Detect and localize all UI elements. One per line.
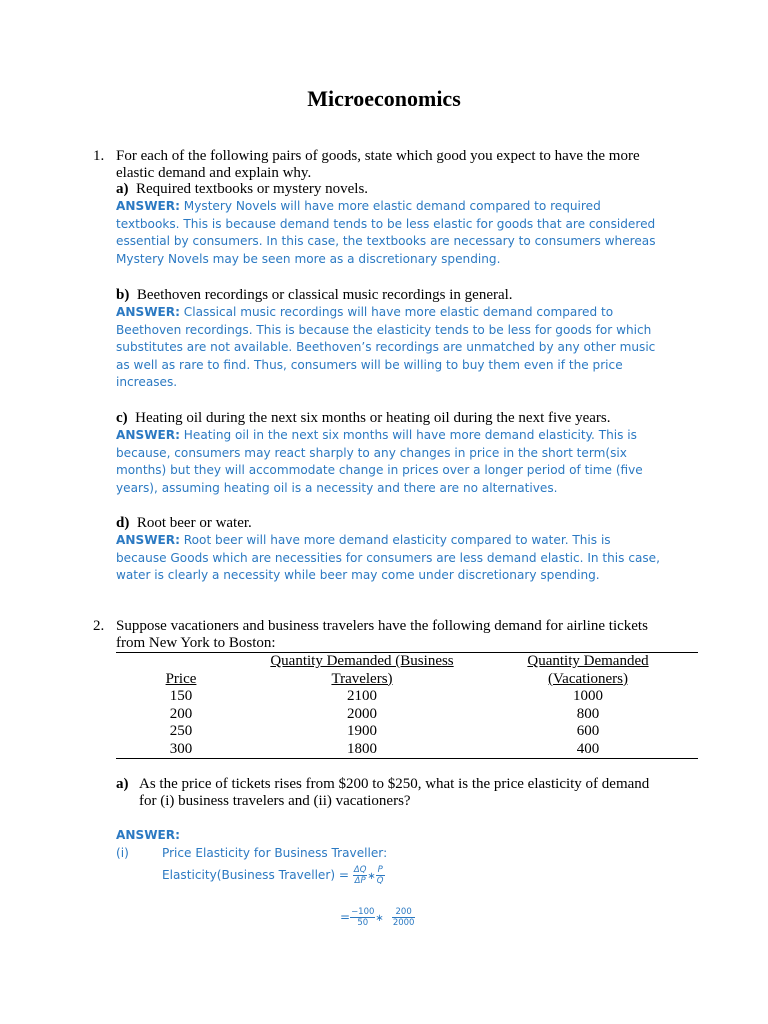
question-2-number: 2. xyxy=(93,618,105,634)
question-2a-letter: a) xyxy=(116,776,129,792)
fraction-dq-dp: $\frac{\Delta Q}{\Delta P}$ xyxy=(353,865,367,886)
question-line: Suppose vacationers and business travelers have the following demand for airline tickets xyxy=(116,618,648,634)
answer-line: because, consumers may react sharply to any changes in price in the short term(six xyxy=(116,445,627,460)
answer-line: ANSWER: Heating oil in the next six months will have more demand elasticity. This is xyxy=(116,428,637,442)
answer-label: ANSWER: xyxy=(116,199,180,213)
question-1c xyxy=(116,410,676,427)
answer-line: textbooks. This is because demand tends to be less elastic for goods that are considered xyxy=(116,216,656,231)
table-cell: 200 xyxy=(169,705,193,722)
table-header-row xyxy=(116,653,698,671)
table-cell: 2100 xyxy=(347,688,377,704)
table-cell: 600 xyxy=(576,723,600,739)
answer-label: ANSWER: xyxy=(116,305,180,319)
answer-line: Beethoven recordings. This is because the elasticity tends to be less for goods for which xyxy=(116,322,652,337)
table-cell: 2000 xyxy=(347,705,377,722)
table-header-cell: Price xyxy=(165,670,197,687)
answer-2a-heading: Price Elasticity for Business Traveller: xyxy=(162,846,388,860)
part-text: Required textbooks or mystery novels. xyxy=(136,181,369,197)
table-header-row xyxy=(116,671,698,689)
table-cell: 1800 xyxy=(246,741,478,759)
multiply-sign: ∗ xyxy=(375,913,384,924)
table-cell: 150 xyxy=(169,688,193,704)
answer-2a-label: ANSWER: xyxy=(116,828,180,842)
answer-line: years), assuming heating oil is a necessity and there are no alternatives. xyxy=(116,480,558,495)
part-letter: b) xyxy=(116,287,130,303)
answer-line: months) but they will accommodate change in prices over a longer period of time (five xyxy=(116,463,643,478)
table-header-cell: Travelers) xyxy=(331,670,393,687)
answer-line: Mystery Novels may be seen more as a discretionary spending. xyxy=(116,251,501,266)
part-letter: c) xyxy=(116,410,128,426)
answer-line: ANSWER: Root beer will have more demand elasticity compared to water. This is xyxy=(116,533,611,547)
answer-line: water is clearly a necessity while beer may come under discretionary spending. xyxy=(116,568,600,583)
question-2a-text xyxy=(139,776,699,810)
question-line: As the price of tickets rises from $200 to $250, what is the price elasticity of demand xyxy=(139,776,650,792)
table-cell: 300 xyxy=(116,741,246,759)
answer-label: ANSWER: xyxy=(116,533,180,547)
table-row xyxy=(116,723,698,741)
question-1b xyxy=(116,287,676,304)
question-1-number: 1. xyxy=(93,148,105,164)
table-header-cell: Quantity Demanded xyxy=(478,653,698,671)
question-2-text xyxy=(116,618,676,652)
table-cell: 250 xyxy=(169,723,193,739)
question-1a xyxy=(116,181,676,198)
answer-line: because Goods which are necessities for consumers are less demand elastic. In this case, xyxy=(116,550,660,565)
part-letter: a) xyxy=(116,181,129,197)
table-header-cell: (Vacationers) xyxy=(548,670,628,687)
question-1d xyxy=(116,515,676,532)
fraction-values-1: $\frac{-100}{50}$ xyxy=(351,907,375,928)
question-line: for (i) business travelers and (ii) vacationers? xyxy=(139,793,411,809)
answer-1d xyxy=(116,532,676,585)
answer-1c xyxy=(116,427,676,497)
question-line: from New York to Boston: xyxy=(116,635,276,651)
question-line: elastic demand and explain why. xyxy=(116,165,312,181)
fraction-values-2: $\frac{200}{2000}$ xyxy=(392,907,415,928)
part-text: Beethoven recordings or classical music recordings in general. xyxy=(136,287,513,303)
table-header-cell xyxy=(116,653,246,671)
multiply-sign: ∗ xyxy=(367,871,376,882)
demand-table xyxy=(116,652,698,759)
part-text: Root beer or water. xyxy=(136,515,252,531)
question-1-text xyxy=(116,148,676,182)
answer-line: essential by consumers. In this case, the textbooks are necessary to consumers whereas xyxy=(116,234,656,249)
elasticity-substitution xyxy=(340,903,415,933)
fraction-p-q: $\frac{P}{Q}$ xyxy=(376,865,384,886)
table-row xyxy=(116,688,698,706)
answer-line: as well as rare to find. Thus, consumers will be willing to buy them even if the price xyxy=(116,357,623,372)
equals-sign: = xyxy=(340,910,351,924)
table-cell: 400 xyxy=(478,741,698,759)
part-text: Heating oil during the next six months or heating oil during the next five years. xyxy=(135,410,611,426)
answer-line: ANSWER: Mystery Novels will have more elastic demand compared to required xyxy=(116,199,601,213)
table-row xyxy=(116,706,698,724)
elasticity-formula xyxy=(162,861,385,891)
answer-line: increases. xyxy=(116,375,178,390)
table-row xyxy=(116,741,698,759)
answer-line: substitutes are not available. Beethoven’s recordings are unmatched by any other music xyxy=(116,340,656,355)
question-line: For each of the following pairs of goods, state which good you expect to have the more xyxy=(116,148,640,164)
table-header-cell: Quantity Demanded (Business xyxy=(246,653,478,671)
table-cell: 800 xyxy=(576,705,600,722)
answer-1a xyxy=(116,198,676,268)
part-letter: d) xyxy=(116,515,130,531)
formula-lhs: Elasticity(Business Traveller) = xyxy=(162,868,353,882)
answer-2a-roman: (i) xyxy=(116,846,129,860)
table-cell: 1900 xyxy=(347,723,377,739)
table-cell: 1000 xyxy=(573,688,603,704)
answer-label: ANSWER: xyxy=(116,428,180,442)
answer-1b xyxy=(116,304,676,392)
answer-line: ANSWER: Classical music recordings will have more elastic demand compared to xyxy=(116,305,614,319)
page-title: Microeconomics xyxy=(307,86,461,111)
